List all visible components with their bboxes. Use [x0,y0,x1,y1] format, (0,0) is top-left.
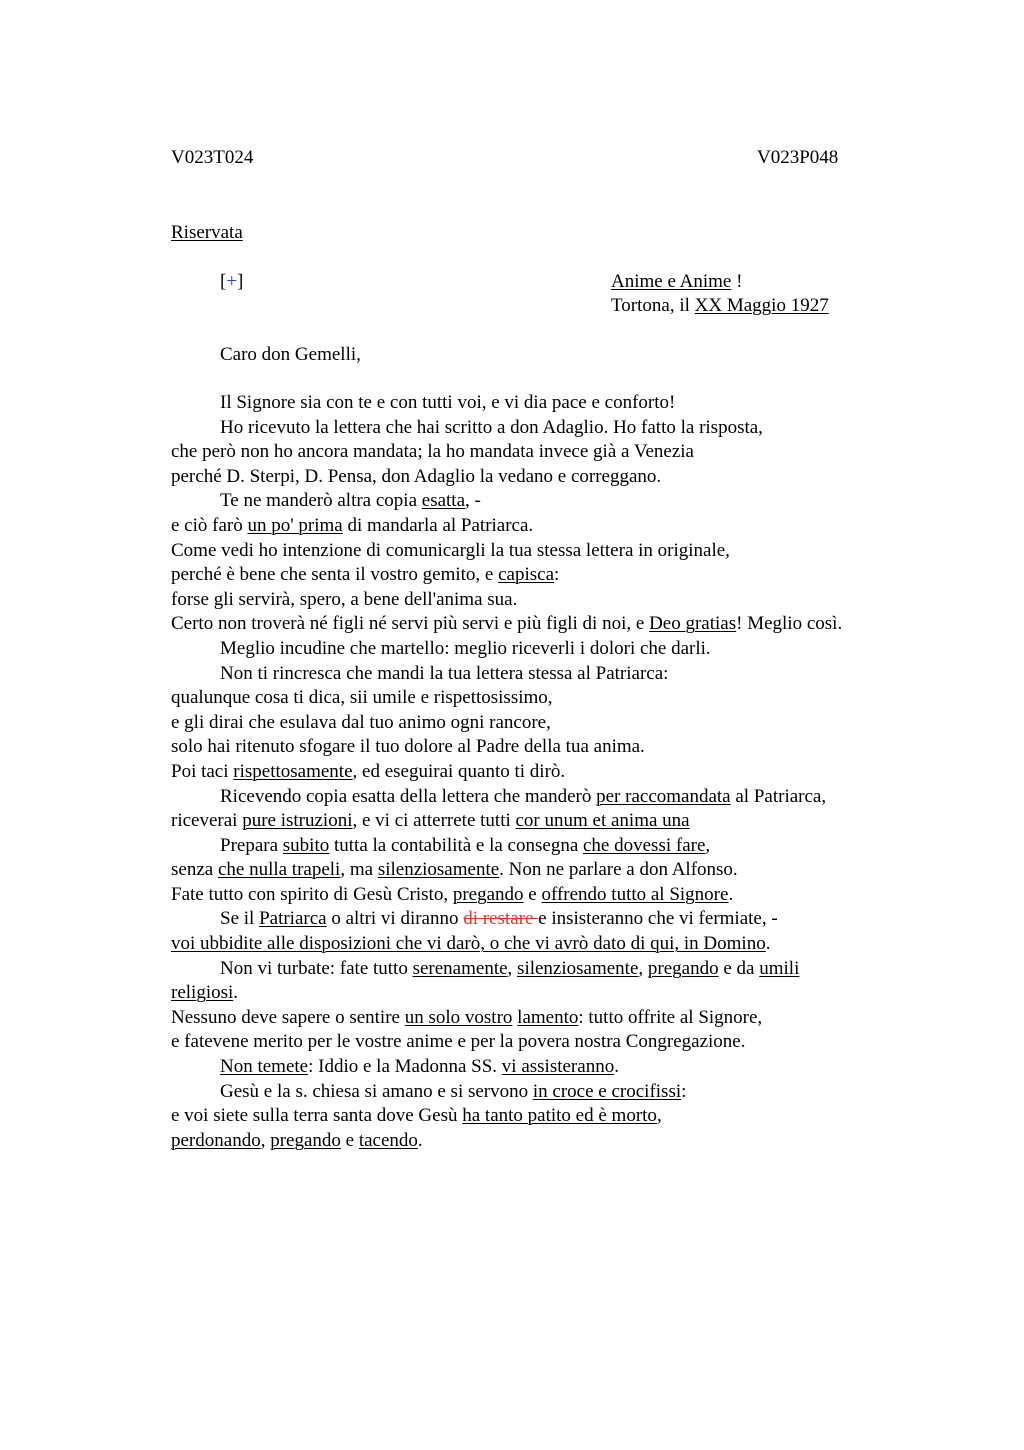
text-line [171,858,931,883]
text-segment: e voi siete sulla terra santa dove Gesù [171,1105,463,1127]
text-segment: Te ne manderò altra copia [220,490,422,512]
underlined-text: tacendo [358,1129,418,1151]
text-line [171,1104,931,1129]
text-line [171,1080,931,1105]
text-line [171,957,931,982]
text-line [171,662,931,687]
underlined-text: pregando [452,883,524,905]
text-segment: Fate tutto con spirito di Gesù Cristo, [171,883,453,905]
motto-text: Anime e Anime [611,271,732,292]
underlined-text: Patriarca [259,908,327,930]
motto [611,270,742,295]
underlined-text: esatta [421,490,466,512]
text-line [171,637,931,662]
date-line [611,294,829,319]
text-line [171,932,931,957]
text-line [171,391,931,416]
text-segment: e insisteranno che vi fermiate, - [538,908,778,930]
text-line [171,785,931,810]
text-segment: e [523,883,542,905]
underlined-text: capisca [498,564,554,586]
text-segment: solo hai ritenuto sfogare il tuo dolore al Padre della tua anima. [171,736,645,758]
text-segment: perché è bene che senta il vostro gemito, e [171,564,499,586]
underlined-text: silenziosamente [377,859,500,881]
underlined-text: pregando [270,1129,341,1151]
document-code-right: V023P048 [757,147,839,168]
text-line [171,883,931,908]
text-line [171,514,931,539]
text-segment: e ciò farò [171,514,248,536]
letter-body [171,391,931,1153]
text-segment: , [507,957,518,979]
text-line [171,1055,931,1080]
text-segment: e gli dirai che esulava dal tuo animo ogni rancore, [171,711,551,733]
underlined-text: Deo gratias [649,613,737,635]
text-segment: Nessuno deve sapere o sentire [171,1006,405,1028]
underlined-text: un solo vostro [404,1006,513,1028]
underlined-text: per raccomandata [596,785,731,807]
underlined-text: vi assisteranno [501,1056,615,1078]
underlined-text: perdonando [171,1129,261,1151]
underlined-text: che nulla trapeli [217,859,341,881]
text-segment: e fatevene merito per le vostre anime e per la povera nostra Congregazione. [171,1031,746,1053]
text-segment: Ricevendo copia esatta della lettera che manderò [220,785,597,807]
text-segment: Certo non troverà né figli né servi più servi e più figli di noi, e [171,613,650,635]
underlined-text: umili [759,957,800,979]
text-segment: . [417,1129,423,1151]
text-segment: forse gli servirà, spero, a bene dell'anima sua. [171,588,518,610]
cross-icon: + [226,271,238,292]
text-line [171,563,931,588]
text-segment: Se il [220,908,260,930]
text-segment: : [681,1080,687,1102]
text-line [171,612,931,637]
text-segment: riceverai [171,810,243,832]
cross-bracket-open: [ [220,271,227,292]
text-segment: Prepara [220,834,283,856]
text-line [171,834,931,859]
text-line [171,809,931,834]
text-line [171,588,931,613]
underlined-text: un po' prima [247,514,343,536]
text-segment: , [638,957,648,979]
underlined-text: Non temete [220,1056,309,1078]
text-segment: qualunque cosa ti dica, sii umile e rispettosissimo, [171,687,553,709]
text-line [171,465,931,490]
text-segment: . [614,1056,619,1078]
text-line [171,1030,931,1055]
text-segment: tutta la contabilità e la consegna [329,834,583,856]
underlined-text: cor unum et anima una [515,810,690,832]
text-line [171,760,931,785]
text-line [171,686,931,711]
underlined-text: lamento [517,1006,579,1028]
text-segment: , [705,834,711,856]
text-segment: , e vi ci atterrete tutti [352,810,516,832]
text-segment: Non ti rincresca che mandi la tua lettera stessa al Patriarca: [220,662,669,684]
underlined-text: voi ubbidite alle disposizioni che vi darò, o che vi avrò dato di qui, in Domino [171,933,766,955]
salutation: Caro don Gemelli, [220,344,361,365]
underlined-text: silenziosamente [517,957,639,979]
underlined-text: subito [282,834,330,856]
text-segment: , ma [340,859,378,881]
text-segment: . [765,933,771,955]
text-line [171,981,931,1006]
motto-suffix: ! [731,271,743,292]
deleted-text: di restare [463,908,539,930]
underlined-text: offrendo tutto al Signore [541,883,729,905]
underlined-text: in croce e crocifissi [532,1080,682,1102]
text-segment: . [233,982,239,1004]
text-segment: , [656,1105,662,1127]
text-segment: senza [171,859,218,881]
text-segment: Non vi turbate: fate tutto [220,957,413,979]
underlined-text: pregando [647,957,719,979]
date-value: XX Maggio 1927 [694,295,829,316]
text-segment: ! Meglio così. [736,613,843,635]
text-segment: Poi taci [171,760,234,782]
cross-bracket-close: ] [237,271,244,292]
text-segment: Come vedi ho intenzione di comunicargli la tua stessa lettera in originale, [171,539,730,561]
text-segment: , - [465,490,481,512]
underlined-text: pure istruzioni [242,810,353,832]
text-segment: che però non ho ancora mandata; la ho mandata invece già a Venezia [171,441,694,463]
text-segment: al Patriarca, [730,785,827,807]
underlined-text: religiosi [171,982,234,1004]
text-segment: , ed eseguirai quanto ti dirò. [352,760,566,782]
text-segment: , [260,1129,271,1151]
text-line [171,1129,931,1154]
underlined-text: rispettosamente [233,760,353,782]
text-line [171,1006,931,1031]
text-segment: . Non ne parlare a don Alfonso. [499,859,738,881]
underlined-text: che dovessi fare [583,834,706,856]
text-segment: : [554,564,560,586]
text-segment: e [340,1129,359,1151]
text-line [171,907,931,932]
text-segment: Il Signore sia con te e con tutti voi, e vi dia pace e conforto! [220,392,676,413]
text-segment: Ho ricevuto la lettera che hai scritto a don Adaglio. Ho fatto la risposta, [220,416,763,438]
text-segment: o altri vi diranno [326,908,464,930]
document-code-left: V023T024 [171,147,254,168]
text-line [171,711,931,736]
text-segment: : tutto offrite al Signore, [578,1006,763,1028]
text-segment: Gesù e la s. chiesa si amano e si servono [220,1080,533,1102]
text-segment: : Iddio e la Madonna SS. [308,1056,502,1078]
text-line [171,489,931,514]
text-line [171,735,931,760]
text-segment: e da [718,957,760,979]
date-prefix: Tortona, il [611,295,695,316]
text-segment: di mandarla al Patriarca. [342,514,534,536]
text-segment: . [728,883,734,905]
confidential-label: Riservata [171,222,243,243]
text-segment: Meglio incudine che martello: meglio riceverli i dolori che darli. [220,637,711,659]
underlined-text: ha tanto patito ed è morto [462,1105,657,1127]
cross-mark [220,270,243,295]
text-line [171,440,931,465]
underlined-text: serenamente [412,957,508,979]
text-segment: perché D. Sterpi, D. Pensa, don Adaglio la vedano e correggano. [171,465,662,487]
text-line [171,416,931,441]
text-line [171,539,931,564]
